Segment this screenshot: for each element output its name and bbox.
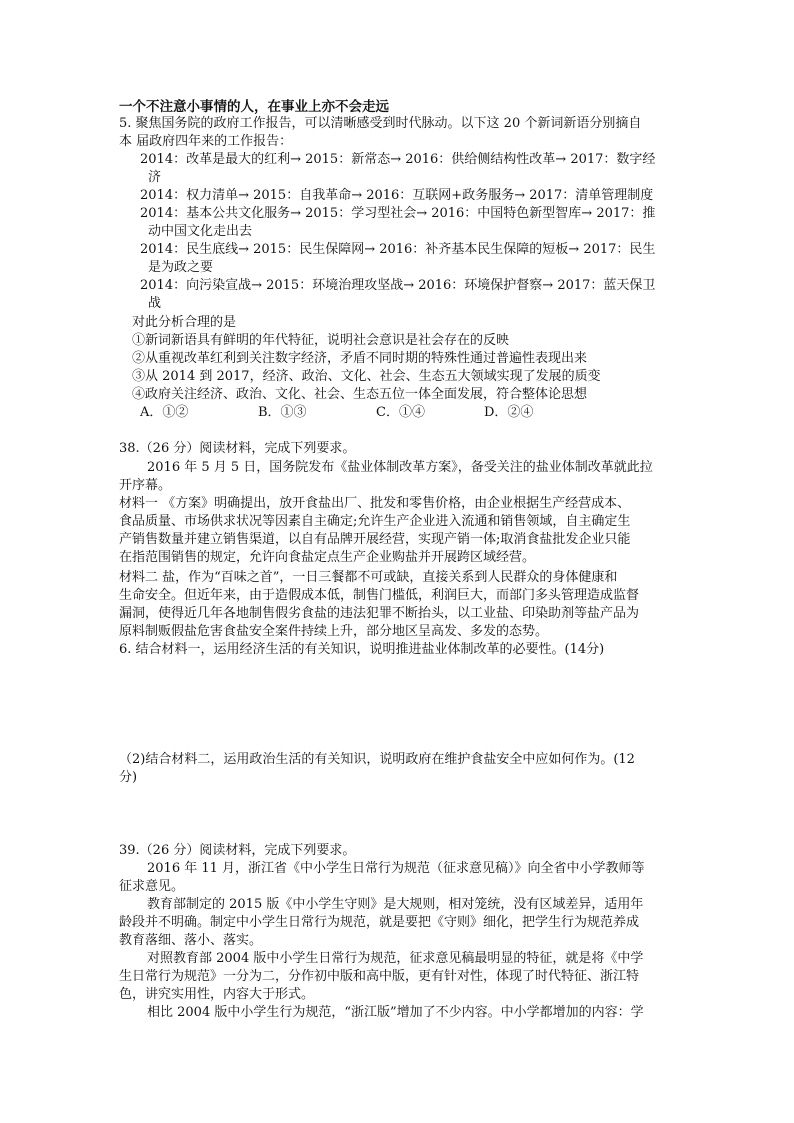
q5-row-3: 2014：基本公共文化服务→ 2015：学习型社会→ 2016：中国特色新型智库→ 2017：推 bbox=[140, 206, 656, 221]
q5-row-1: 2014：改革是最大的红利→ 2015：新常态→ 2016：供给侧结构性改革→ 2017：数字经 bbox=[140, 152, 656, 167]
q38-subquestion-2-line-2: 分) bbox=[119, 770, 138, 785]
q39-para-2-line-1: 教育部制定的 2015 版《中小学生守则》是大规则，相对笼统，没有区域差异，适用年 bbox=[147, 897, 644, 912]
q39-para-1-line-2: 征求意见。 bbox=[119, 879, 185, 894]
q5-item-2: ②从重视改革红利到关注数字经济，矛盾不同时期的特殊性通过普遍性表现出来 bbox=[132, 351, 588, 366]
option-b: B．①③ bbox=[258, 405, 307, 420]
q38-material-2-line-3: 漏洞，使得近几年各地制售假劣食盐的违法犯罪不断抬头，以工业盐、印染助剂等盐产品为 bbox=[119, 606, 640, 621]
q39-para-3-line-3: 色，讲究实用性，内容大于形式。 bbox=[119, 987, 315, 1002]
q39-para-2-line-2: 龄段并不明确。制定中小学生日常行为规范，就是要把《守则》细化，把学生行为规范养成 bbox=[119, 915, 640, 930]
q38-heading: 38.（26 分）阅读材料，完成下列要求。 bbox=[119, 441, 356, 456]
q5-row-4-cont: 是为政之要 bbox=[148, 260, 214, 275]
q5-item-3: ③从 2014 到 2017，经济、政治、文化、社会、生态五大领域实现了发展的质变 bbox=[132, 369, 601, 384]
q38-intro-line-1: 2016 年 5 月 5 日，国务院发布《盐业体制改革方案》，备受关注的盐业体制改革就此拉 bbox=[147, 460, 653, 475]
q39-para-2-line-3: 教育落细、落小、落实。 bbox=[119, 933, 263, 948]
q39-para-1-line-1: 2016 年 11 月，浙江省《中小学生日常行为规范（征求意见稿）》向全省中小学教师等 bbox=[147, 861, 645, 876]
q38-intro-line-2: 开序幕。 bbox=[119, 478, 172, 493]
q5-row-1-cont: 济 bbox=[148, 170, 162, 185]
q5-stem-line-1: 5. 聚焦国务院的政府工作报告，可以清晰感受到时代脉动。以下这 20 个新词新语分别摘自 bbox=[119, 116, 642, 131]
q5-row-4: 2014：民生底线→ 2015：民生保障网→ 2016：补齐基本民生保障的短板→ 2017：民生 bbox=[140, 242, 656, 257]
q5-row-5: 2014：向污染宣战→ 2015：环境治理攻坚战→ 2016：环境保护督察→ 2017：蓝天保卫 bbox=[140, 278, 656, 293]
q38-material-2-line-4: 原料制贩假盐危害食盐安全案件持续上升，部分地区呈高发、多发的态势。 bbox=[119, 624, 549, 639]
q39-para-3-line-1: 对照教育部 2004 版中小学生日常行为规范，征求意见稿最明显的特征，就是将《中学 bbox=[147, 951, 644, 966]
q38-material-2-line-2: 生命安全。但近年来，由于造假成本低，制售门槛低，利润巨大，而部门多头管理造成监督 bbox=[119, 588, 640, 603]
q5-item-4: ④政府关注经济、政治、文化、社会、生态五位一体全面发展，符合整体论思想 bbox=[132, 387, 588, 402]
q5-item-1: ①新词新语具有鲜明的年代特征，说明社会意识是社会存在的反映 bbox=[132, 333, 510, 348]
q38-material-1-line-1: 材料一 《方案》明确提出，放开食盐出厂、批发和零售价格，由企业根据生产经营成本、 bbox=[119, 496, 631, 511]
q39-heading: 39.（26 分）阅读材料，完成下列要求。 bbox=[119, 843, 356, 858]
q5-stem-line-2: 本 届政府四年来的工作报告： bbox=[119, 134, 293, 149]
q5-row-3-cont: 动中国文化走出去 bbox=[148, 224, 253, 239]
q39-para-3-line-2: 生日常行为规范》一分为二，分作初中版和高中版，更有针对性，体现了时代特征、浙江特 bbox=[119, 969, 640, 984]
q5-row-2: 2014：权力清单→ 2015：自我革命→ 2016：互联网+政务服务→ 2017：清单管理制度 bbox=[140, 188, 654, 203]
q5-prompt: 对此分析合理的是 bbox=[132, 315, 237, 330]
q38-material-1-line-2: 食品质量、市场供求状况等因素自主确定;允许生产企业进入流通和销售领域，自主确定生 bbox=[119, 514, 631, 529]
q5-options bbox=[140, 404, 533, 422]
q38-material-1-line-4: 在指范围销售的规定，允许向食盐定点生产企业购盐并开展跨区域经营。 bbox=[119, 550, 536, 565]
motto: 一个不注意小事情的人，在事业上亦不会走远 bbox=[119, 99, 389, 115]
q38-subquestion-1: 6. 结合材料一，运用经济生活的有关知识，说明推进盐业体制改革的必要性。(14分) bbox=[119, 642, 605, 657]
option-d: D．②④ bbox=[484, 405, 534, 420]
q39-para-4-line-1: 相比 2004 版中小学生行为规范，“浙江版”增加了不少内容。中小学都增加的内容：学 bbox=[147, 1005, 644, 1020]
q38-material-1-line-3: 产销售数量并建立销售渠道，以自有品牌开展经营，实现产销一体;取消食盐批发企业只能 bbox=[119, 532, 631, 547]
option-c: C．①④ bbox=[376, 405, 425, 420]
q38-subquestion-2-line-1: （2)结合材料二，运用政治生活的有关知识，说明政府在维护食盐安全中应如何作为。(12 bbox=[119, 752, 635, 767]
q5-row-5-cont: 战 bbox=[148, 296, 162, 311]
q38-material-2-line-1: 材料二 盐，作为“百味之首”，一日三餐都不可或缺，直接关系到人民群众的身体健康和 bbox=[119, 570, 618, 585]
option-a: A．①② bbox=[140, 405, 189, 420]
